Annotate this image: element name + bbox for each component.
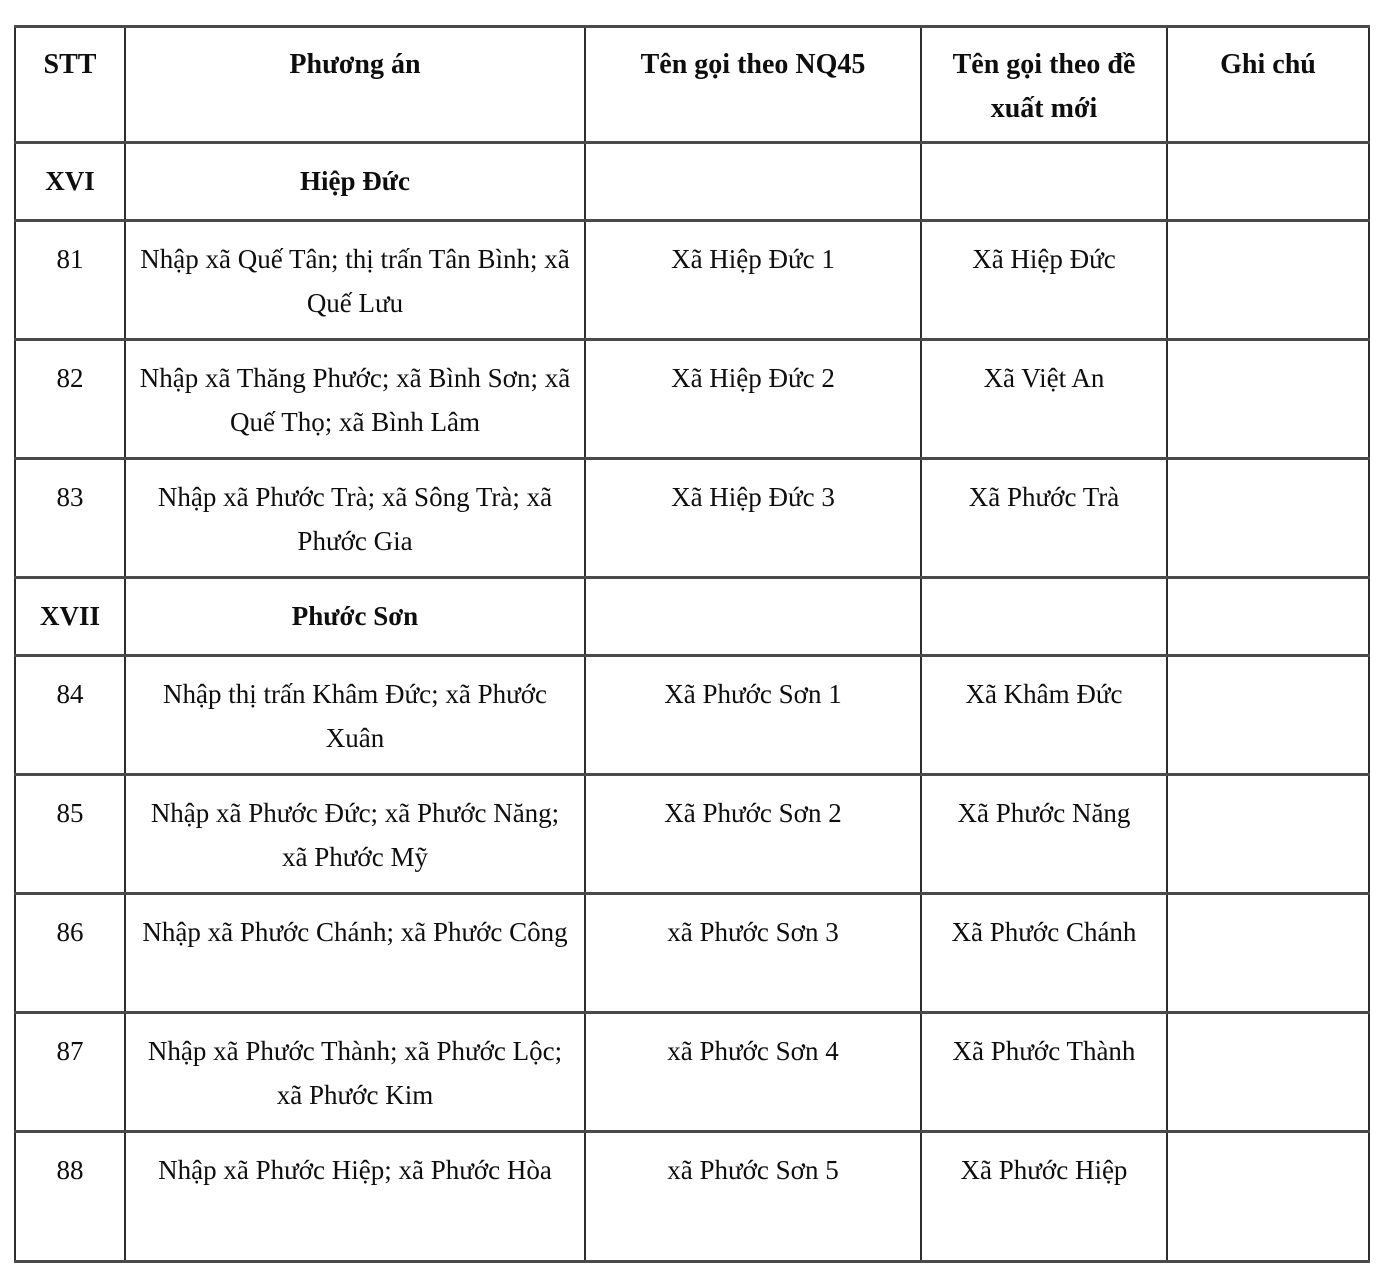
table-row — [15, 1013, 1369, 1132]
cell-new-name: Xã Việt An — [921, 340, 1167, 459]
cell-nq45: Xã Hiệp Đức 2 — [585, 340, 921, 459]
table-row — [15, 459, 1369, 578]
cell-plan: Nhập xã Phước Chánh; xã Phước Công — [125, 894, 585, 1013]
header-new-name: Tên gọi theo đề xuất mới — [921, 27, 1167, 143]
cell-new-name — [921, 143, 1167, 221]
cell-nq45: xã Phước Sơn 4 — [585, 1013, 921, 1132]
commune-merger-table — [14, 25, 1370, 1263]
table-row — [15, 775, 1369, 894]
cell-note — [1167, 340, 1369, 459]
cell-new-name: Xã Phước Năng — [921, 775, 1167, 894]
header-stt: STT — [15, 27, 125, 143]
cell-plan: Nhập xã Phước Hiệp; xã Phước Hòa — [125, 1132, 585, 1262]
cell-new-name: Xã Hiệp Đức — [921, 221, 1167, 340]
cell-stt: XVII — [15, 578, 125, 656]
table-row — [15, 340, 1369, 459]
cell-note — [1167, 1132, 1369, 1262]
cell-note — [1167, 775, 1369, 894]
cell-stt: 81 — [15, 221, 125, 340]
cell-stt: XVI — [15, 143, 125, 221]
table-row — [15, 656, 1369, 775]
cell-new-name: Xã Phước Chánh — [921, 894, 1167, 1013]
cell-new-name — [921, 578, 1167, 656]
cell-nq45 — [585, 143, 921, 221]
commune-merger-table-container — [14, 25, 1370, 1263]
cell-nq45 — [585, 578, 921, 656]
cell-plan: Nhập thị trấn Khâm Đức; xã Phước Xuân — [125, 656, 585, 775]
cell-note — [1167, 143, 1369, 221]
table-row — [15, 221, 1369, 340]
cell-stt: 83 — [15, 459, 125, 578]
cell-new-name: Xã Phước Trà — [921, 459, 1167, 578]
table-row — [15, 1132, 1369, 1262]
header-row — [15, 27, 1369, 143]
cell-note — [1167, 221, 1369, 340]
cell-note — [1167, 1013, 1369, 1132]
cell-nq45: xã Phước Sơn 3 — [585, 894, 921, 1013]
cell-plan: Nhập xã Quế Tân; thị trấn Tân Bình; xã Quế Lưu — [125, 221, 585, 340]
cell-note — [1167, 656, 1369, 775]
header-nq45: Tên gọi theo NQ45 — [585, 27, 921, 143]
cell-note — [1167, 894, 1369, 1013]
header-plan: Phương án — [125, 27, 585, 143]
section-row — [15, 578, 1369, 656]
cell-new-name: Xã Phước Hiệp — [921, 1132, 1167, 1262]
cell-stt: 86 — [15, 894, 125, 1013]
cell-plan: Nhập xã Thăng Phước; xã Bình Sơn; xã Quế Thọ; xã Bình Lâm — [125, 340, 585, 459]
cell-stt: 88 — [15, 1132, 125, 1262]
section-row — [15, 143, 1369, 221]
cell-plan: Nhập xã Phước Đức; xã Phước Năng; xã Phước Mỹ — [125, 775, 585, 894]
cell-nq45: xã Phước Sơn 5 — [585, 1132, 921, 1262]
cell-nq45: Xã Hiệp Đức 3 — [585, 459, 921, 578]
cell-stt: 87 — [15, 1013, 125, 1132]
cell-plan: Phước Sơn — [125, 578, 585, 656]
header-note: Ghi chú — [1167, 27, 1369, 143]
cell-plan: Hiệp Đức — [125, 143, 585, 221]
cell-plan: Nhập xã Phước Trà; xã Sông Trà; xã Phước Gia — [125, 459, 585, 578]
cell-note — [1167, 459, 1369, 578]
table-row — [15, 894, 1369, 1013]
cell-note — [1167, 578, 1369, 656]
cell-new-name: Xã Khâm Đức — [921, 656, 1167, 775]
cell-nq45: Xã Phước Sơn 1 — [585, 656, 921, 775]
cell-stt: 85 — [15, 775, 125, 894]
cell-plan: Nhập xã Phước Thành; xã Phước Lộc; xã Phước Kim — [125, 1013, 585, 1132]
cell-new-name: Xã Phước Thành — [921, 1013, 1167, 1132]
cell-nq45: Xã Phước Sơn 2 — [585, 775, 921, 894]
cell-stt: 84 — [15, 656, 125, 775]
cell-stt: 82 — [15, 340, 125, 459]
cell-nq45: Xã Hiệp Đức 1 — [585, 221, 921, 340]
